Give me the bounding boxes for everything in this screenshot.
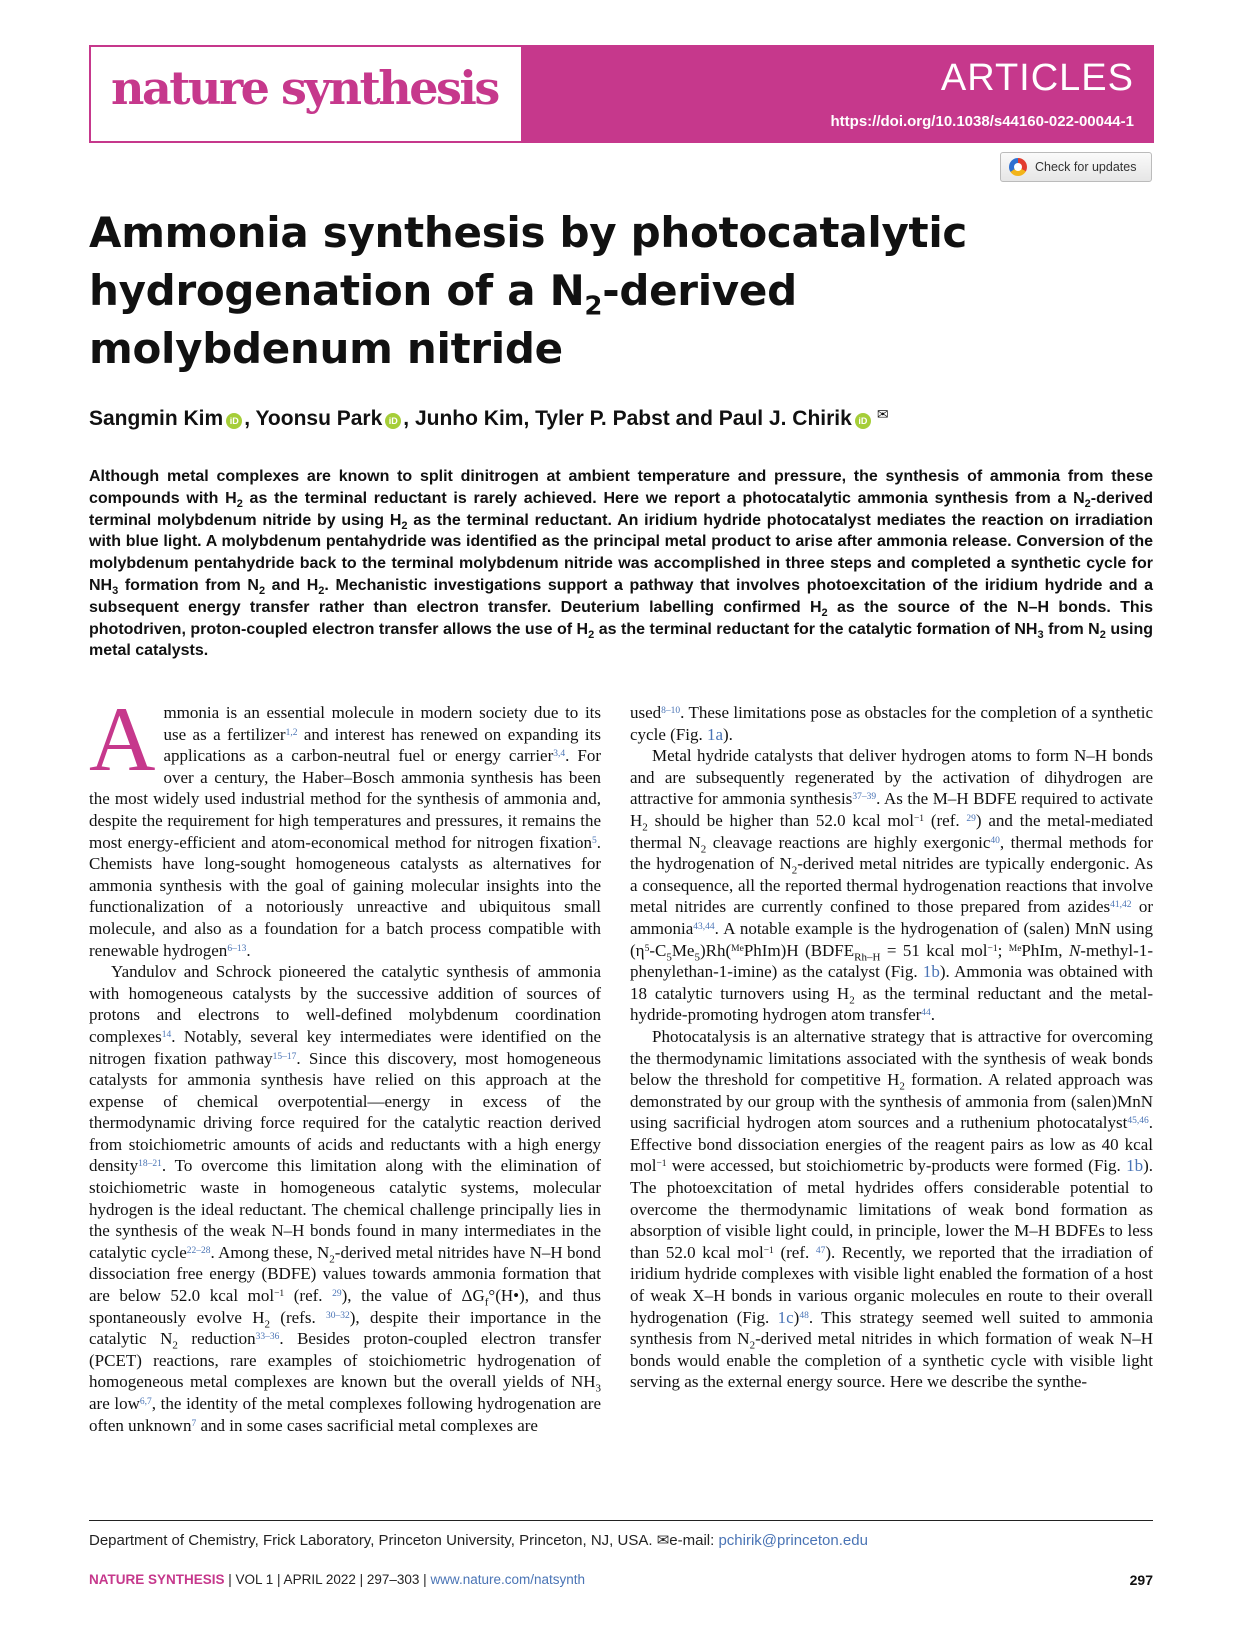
- paragraph: Metal hydride catalysts that deliver hydrogen atoms to form N–H bonds and are subsequently regenerated by the activation of dihydrogen are attractive for ammonia synthesis$^{37-39}$. As the M–H BDFE required to activate $H_2$ should be higher than 52.0 kcal mol$^{-1}$ (ref. $^{29}$) and the metal-mediated thermal $N_2$ cleavage reactions are highly exergonic$^{40}$, thermal methods for the hydrogenation of $N_2$-derived metal nitrides are typically endergonic. As a consequence, all the reported thermal hydrogenation reactions that involve metal nitrides are currently confined to those prepared from azides$^{41,42}$ or ammonia$^{43,44}$. A notable example is the hydrogenation of (salen) MnN using $(\eta^5-C_5Me_5)Rh(^{Me}PhIm)H$ ($BDFE_{Rh-H} = 51$ kcal mol$^{-1}$; $^{Me}$PhIm, N-methyl-1-phenylethan-1-imine) as the catalyst (Fig. 1b). Ammonia was obtained with 18 catalytic turnovers using $H_2$ as the terminal reductant and the metal-hydride-promoting hydrogen atom transfer$^{44}$.: [630, 746, 1154, 1025]
- figure-link[interactable]: 1b: [1126, 1156, 1144, 1176]
- journal-header: [89, 45, 1154, 143]
- mail-icon: ✉: [656, 1532, 670, 1549]
- footer-divider: [89, 1520, 1153, 1521]
- drop-cap: A: [89, 688, 156, 790]
- figure-link[interactable]: 1a: [706, 724, 723, 744]
- mail-icon[interactable]: ✉: [876, 406, 889, 422]
- affiliation: Department of Chemistry, Frick Laboratory, Princeton University, Princeton, NJ, USA. ✉e-mail: pchirik@princeton.edu: [89, 1532, 868, 1549]
- orcid-icon[interactable]: iD: [385, 413, 401, 429]
- author-list: [89, 406, 889, 431]
- author-name[interactable]: Sangmin Kim: [89, 407, 224, 430]
- author-name[interactable]: , Junho Kim, Tyler P. Pabst and Paul J. Chirik: [403, 407, 852, 430]
- doi-link[interactable]: https://doi.org/10.1038/s44160-022-00044-1: [830, 113, 1134, 130]
- orcid-icon[interactable]: iD: [226, 413, 242, 429]
- body-column-left: [89, 688, 602, 1436]
- logo-area: [91, 47, 521, 141]
- author-name[interactable]: , Yoonsu Park: [244, 407, 383, 430]
- figure-link[interactable]: 1c: [777, 1307, 794, 1327]
- paragraph: Photocatalysis is an alternative strategy that is attractive for overcoming the thermodynamic limitations associated with the synthesis of weak bonds below the threshold for competitive $H_2$ formation. A related approach was demonstrated by our group with the synthesis of ammonia from (salen)MnN using sacrificial hydrogen atom sources and a ruthenium photocatalyst$^{45,46}$. Effective bond dissociation energies of the reagent pairs as low as 40 kcal mol$^{-1}$ were accessed, but stoichiometric by-products were formed (Fig. 1b). The photoexcitation of metal hydrides offers considerable potential to overcome the thermodynamic limitations of weak bond formation as absorption of visible light could, in principle, lower the M–H BDFEs to less than 52.0 kcal mol$^{-1}$ (ref. $^{47}$). Recently, we reported that the irradiation of iridium hydride complexes with visible light enabled the formation of a host of weak X–H bonds in various organic molecules en route to their overall hydrogenation (Fig. 1c)$^{48}$. This strategy seemed well suited to ammonia synthesis from $N_2$-derived metal nitrides in which formation of weak N–H bonds would enable the completion of a synthetic cycle with visible light serving as the external energy source. Here we describe the synthe-: [630, 1026, 1154, 1392]
- check-updates-button[interactable]: [1000, 152, 1152, 182]
- page-number: 297: [1129, 1572, 1153, 1588]
- section-label: ARTICLES: [940, 57, 1134, 99]
- header-banner: [521, 47, 1152, 141]
- abstract: Although metal complexes are known to split dinitrogen at ambient temperature and pressure, the synthesis of ammonia from these compounds with $H_2$ as the terminal reductant is rarely achieved. Here we report a photocatalytic ammonia synthesis from a $N_2$-derived terminal molybdenum nitride by using $H_2$ as the terminal reductant. An iridium hydride photocatalyst mediates the reaction on irradiation with blue light. A molybdenum pentahydride was identified as the principal metal product to arise after ammonia release. Conversion of the molybdenum pentahydride back to the terminal molybdenum nitride was accomplished in three steps and completed a synthetic cycle for $NH_3$ formation from $N_2$ and $H_2$. Mechanistic investigations support a pathway that involves photoexcitation of the iridium hydride and a subsequent energy transfer rather than electron transfer. Deuterium labelling confirmed $H_2$ as the source of the N–H bonds. This photodriven, proton-coupled electron transfer allows the use of $H_2$ as the terminal reductant for the catalytic formation of $NH_3$ from $N_2$ using metal catalysts.: [89, 468, 1154, 660]
- figure-link[interactable]: 1b: [922, 962, 940, 982]
- journal-name: NATURE SYNTHESIS: [89, 1572, 225, 1587]
- body-column-right: [630, 702, 1153, 1393]
- paragraph: Yandulov and Schrock pioneered the catalytic synthesis of ammonia with homogeneous catalysts by the successive addition of sources of protons and electrons to well-defined molybdenum coordination complexes$^{14}$. Notably, several key intermediates were identified on the nitrogen fixation pathway$^{15-17}$. Since this discovery, most homogeneous catalysts for ammonia synthesis have relied on this approach at the expense of chemical overpotential—energy in excess of the thermodynamic driving force required for the catalytic reaction derived from stoichiometric amounts of acids and reductants with a high energy density$^{18-21}$. To overcome this limitation along with the elimination of stoichiometric waste in homogeneous catalytic systems, molecular hydrogen is the ideal reductant. The chemical challenge principally lies in the synthesis of the weak N–H bonds found in many intermediates in the catalytic cycle$^{22-28}$. Among these, $N_2$-derived metal nitrides have N–H bond dissociation free energy (BDFE) values towards ammonia formation that are below 52.0 kcal mol$^{-1}$ (ref. $^{29}$), the value of $\Delta G_f^\circ(H•)$, and thus spontaneously evolve $H_2$ (refs. $^{30-32}$), despite their importance in the catalytic $N_2$ reduction$^{33-36}$. Besides proton-coupled electron transfer (PCET) reactions, rare examples of stoichiometric hydrogenation of homogeneous metal complexes are known but the overall yields of $NH_3$ are low$^{6,7}$, the identity of the metal complexes following hydrogenation are often unknown$^7$ and in some cases sacrificial metal complexes are: [89, 962, 602, 1435]
- crossmark-icon: [1009, 158, 1027, 176]
- paragraph: used$^{8-10}$. These limitations pose as obstacles for the completion of a synthetic cycle (Fig. 1a).: [630, 703, 1153, 744]
- journal-logo[interactable]: nature synthesis: [111, 61, 498, 115]
- email-link[interactable]: pchirik@princeton.edu: [718, 1532, 868, 1549]
- paragraph: Ammonia is an essential molecule in modern society due to its use as a fertilizer$^{1,2}$ and interest has renewed on expanding its applications as a carbon-neutral fuel or energy carrier$^{3,4}$. For over a century, the Haber–Bosch ammonia synthesis has been the most widely used industrial method for the synthesis of ammonia and, despite the requirement for high temperatures and pressures, it remains the most energy-efficient and atom-economical method for nitrogen fixation$^5$. Chemists have long-sought homogeneous catalysts as alternatives for ammonia synthesis with the goal of gaining molecular insights into the functionalization of a notoriously unreactive and ubiquitous small molecule, and also as a foundation for a batch process compatible with renewable hydrogen$^{6-13}$.: [89, 688, 602, 960]
- journal-url[interactable]: www.nature.com/natsynth: [430, 1572, 586, 1587]
- orcid-icon[interactable]: iD: [855, 413, 871, 429]
- article-title: Ammonia synthesis by photocatalytic hydrogenation of a $N_2$-derived molybdenum nitride: [89, 208, 968, 373]
- journal-citation: NATURE SYNTHESIS | VOL 1 | APRIL 2022 | 297–303 | www.nature.com/natsynth: [89, 1572, 586, 1587]
- check-updates-label: Check for updates: [1035, 160, 1137, 174]
